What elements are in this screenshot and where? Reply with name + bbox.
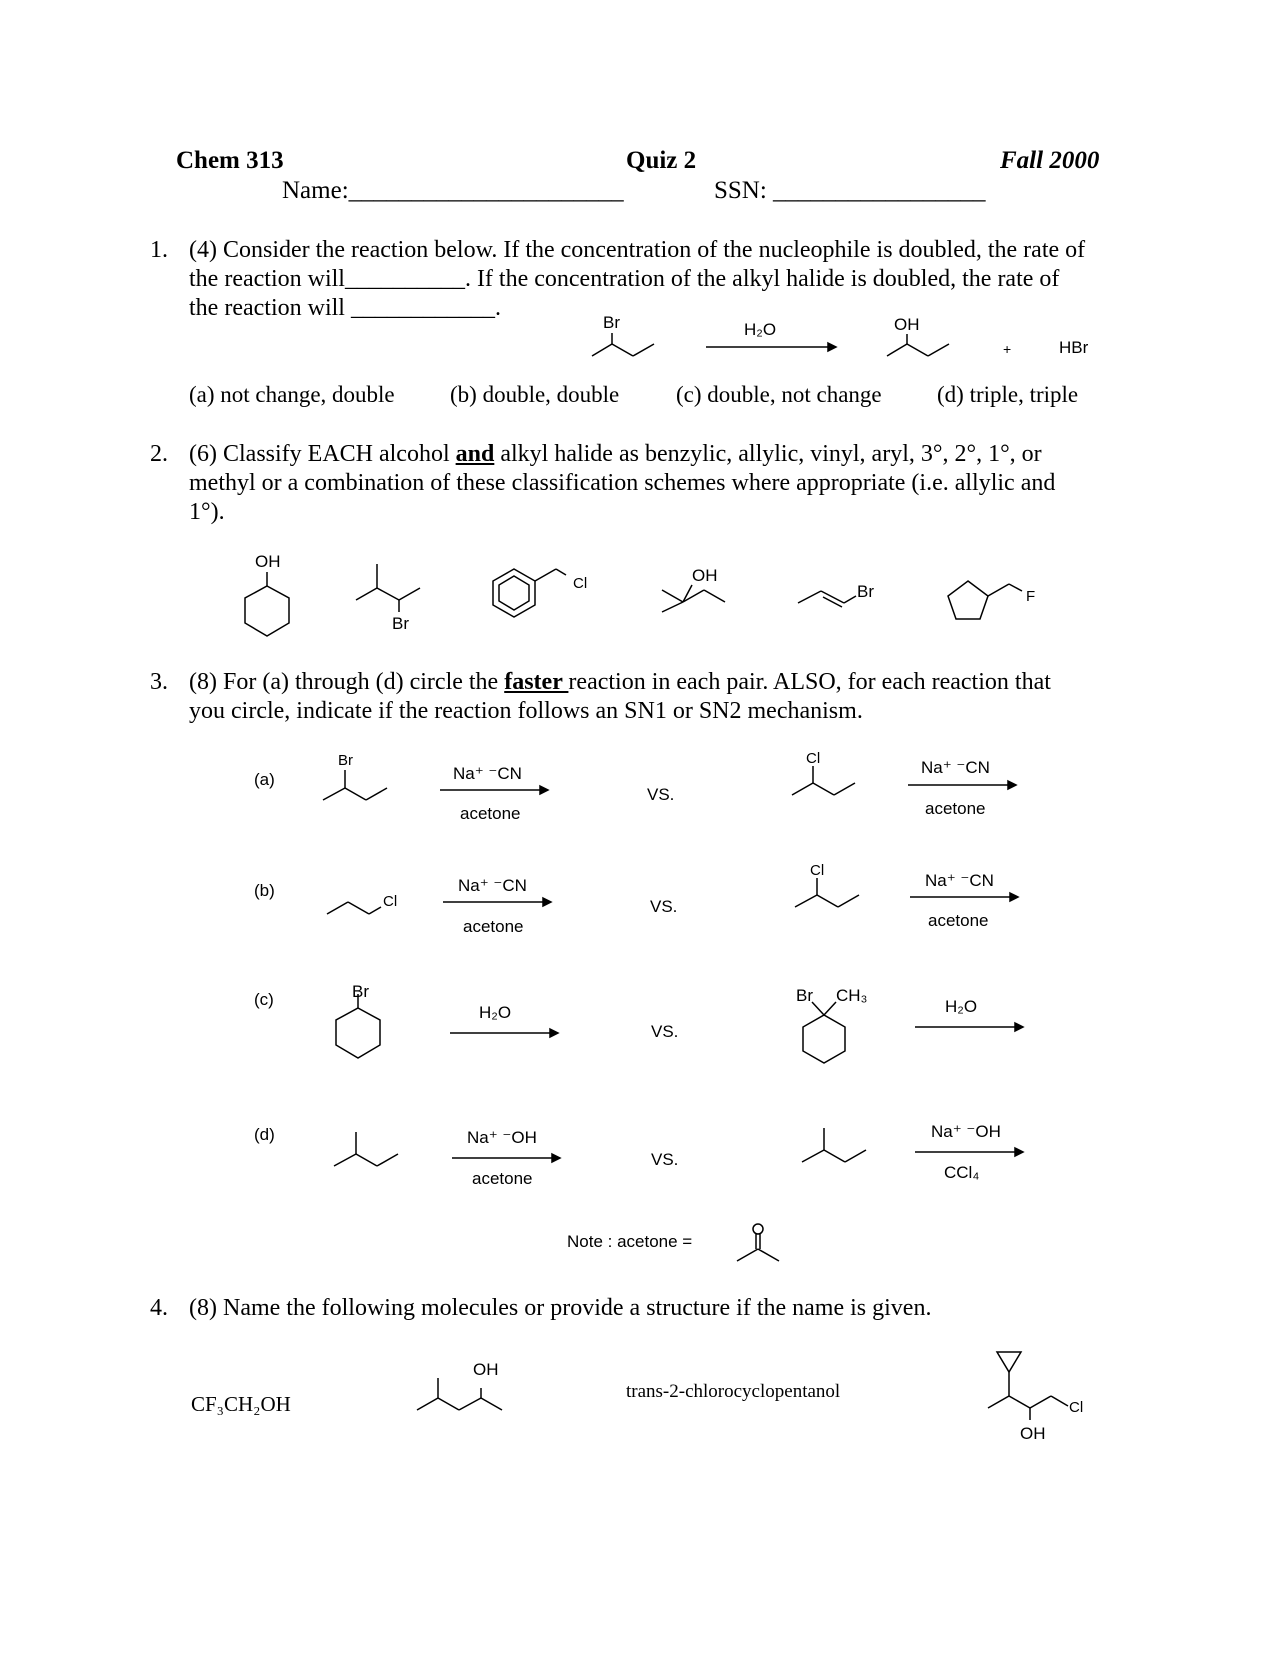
q3c-right-reagent: H₂O [945,997,978,1016]
name-field[interactable]: Name:______________________ [282,177,624,204]
q3b-left-arrow [443,898,551,906]
acetone-structure [737,1224,779,1261]
q2-alkenyl-bromide [798,591,856,607]
q2-line1 [189,440,1055,469]
q2-text [189,440,1055,527]
q1-line2: the reaction will__________. If the concentration of the alkyl halide is doubled, the rate of [189,266,1060,292]
q1-product-structure [887,334,949,356]
q3a-left-arrow [440,786,548,794]
q3b-vs: VS. [650,897,678,916]
q4-mol2-oh: OH [473,1360,499,1379]
q3d-left-structure [334,1132,398,1166]
q3d-left-reagent: Na⁺ ⁻OH [467,1128,537,1147]
q3b-left-atom: Cl [383,893,398,910]
q3a-vs: VS. [647,785,675,804]
q1-product-oh: OH [894,315,920,334]
q2-cyclopentyl-fluoride [948,581,1022,619]
q3-line2: you circle, indicate if the reaction follows an SN1 or SN2 mechanism. [189,698,863,724]
q3d-right-arrow [915,1148,1023,1156]
q3b-right-arrow [910,893,1018,901]
q1-reactant-structure [592,333,654,356]
q1-choice-c[interactable]: (c) double, not change [676,382,882,407]
q3b-label: (b) [254,881,275,900]
q1-reagent: H₂O [744,320,777,339]
term-label: Fall 2000 [1000,147,1100,174]
q1-plus: + [1003,341,1012,357]
q1-number: 1. [150,237,168,263]
q2-line2: methyl or a combination of these classification schemes where appropriate (i.e. allylic and [189,470,1056,496]
q1-line1: (4) Consider the reaction below. If the concentration of the nucleophile is doubled, the rate of [189,237,1086,263]
q4-mol4-oh: OH [1020,1424,1046,1443]
q1-line3: the reaction will ____________. [189,295,501,321]
q3-line1-post: reaction in each pair. ALSO, for each reaction that [568,669,1051,695]
q3-line1 [189,668,1051,697]
q3a-left-structure [323,770,387,800]
q2-line1-pre: (6) Classify EACH alcohol [189,441,456,467]
q1-reactant-br: Br [603,313,620,332]
q2-bromo-methylbutane [356,564,420,612]
q4-formula: CF₃CH₂OH [191,1392,291,1416]
q3c-left-atom: Br [352,982,369,1001]
q3a-left-reagent: Na⁺ ⁻CN [453,764,522,783]
q3a-right-structure [792,766,855,795]
q3-line1-pre: (8) For (a) through (d) circle the [189,669,505,695]
q2-benzyl-chloride [493,569,566,617]
quiz-title: Quiz 2 [626,147,697,174]
q3c-left-arrow [450,1029,558,1037]
q3c-left-structure [336,994,380,1058]
q2-label-cl: Cl [573,575,588,592]
q3d-vs: VS. [651,1150,679,1169]
q2-cyclohexanol [245,572,289,636]
q3b-left-structure [327,902,381,914]
q4-mol4-cl: Cl [1069,1399,1084,1416]
q2-number: 2. [150,441,168,467]
q3d-left-arrow [452,1154,560,1162]
q3d-right-structure [802,1128,866,1162]
q3a-right-reagent: Na⁺ ⁻CN [921,758,990,777]
q3b-right-structure [795,878,859,907]
q3b-left-solvent: acetone [463,917,524,936]
q2-label-br-2: Br [857,582,874,601]
ssn-field[interactable]: SSN: _________________ [714,177,986,204]
q1-reaction-arrow [706,343,836,351]
q2-label-oh-1: OH [255,552,281,571]
q3-number: 3. [150,669,168,695]
q3a-left-solvent: acetone [460,804,521,823]
q1-choice-d[interactable]: (d) triple, triple [937,382,1079,407]
q1-choice-a[interactable]: (a) not change, double [189,382,395,407]
q3a-label: (a) [254,770,275,789]
q3c-right-arrow [915,1023,1023,1031]
q3c-right-atom: Br [796,986,813,1005]
q3d-left-solvent: acetone [472,1169,533,1188]
q3-text [189,668,1051,726]
q2-label-br-1: Br [392,614,409,633]
q4-name-given: trans-2-chlorocyclopentanol [626,1381,841,1402]
q3d-right-reagent: Na⁺ ⁻OH [931,1122,1001,1141]
q3a-left-atom: Br [338,752,353,769]
q3b-right-solvent: acetone [928,911,989,930]
q3b-right-atom: Cl [810,862,825,879]
acetone-note: Note : acetone = [567,1232,693,1251]
q3b-left-reagent: Na⁺ ⁻CN [458,876,527,895]
q3a-right-solvent: acetone [925,799,986,818]
q4-text: (8) Name the following molecules or provide a structure if the name is given. [189,1295,932,1321]
q1-choice-b[interactable]: (b) double, double [450,382,620,407]
q3c-right-atom2: CH₃ [836,986,868,1005]
q4-alcohol-structure [417,1378,502,1410]
q3d-label: (d) [254,1125,275,1144]
q3b-right-reagent: Na⁺ ⁻CN [925,871,994,890]
q2-label-f: F [1026,588,1036,605]
q4-number: 4. [150,1295,168,1321]
q3c-left-reagent: H₂O [479,1003,512,1022]
q2-line3: 1°). [189,499,225,525]
q2-line1-post: alkyl halide as benzylic, allylic, vinyl, aryl, 3°, 2°, 1°, or [494,441,1042,467]
q2-line1-bold: and [455,441,495,467]
q3a-right-atom: Cl [806,750,821,767]
q3c-right-structure [803,1002,845,1063]
q2-label-oh-2: OH [692,566,718,585]
course-title: Chem 313 [176,147,284,174]
q4-cyclopropyl-structure [988,1352,1068,1420]
q3c-vs: VS. [651,1022,679,1041]
q2-tert-alcohol [662,585,725,612]
q1-hbr: HBr [1059,338,1089,357]
q3c-label: (c) [254,990,274,1009]
q3d-right-solvent: CCl₄ [944,1163,980,1182]
q3-line1-bold: faster [504,669,569,695]
q3a-right-arrow [908,781,1016,789]
